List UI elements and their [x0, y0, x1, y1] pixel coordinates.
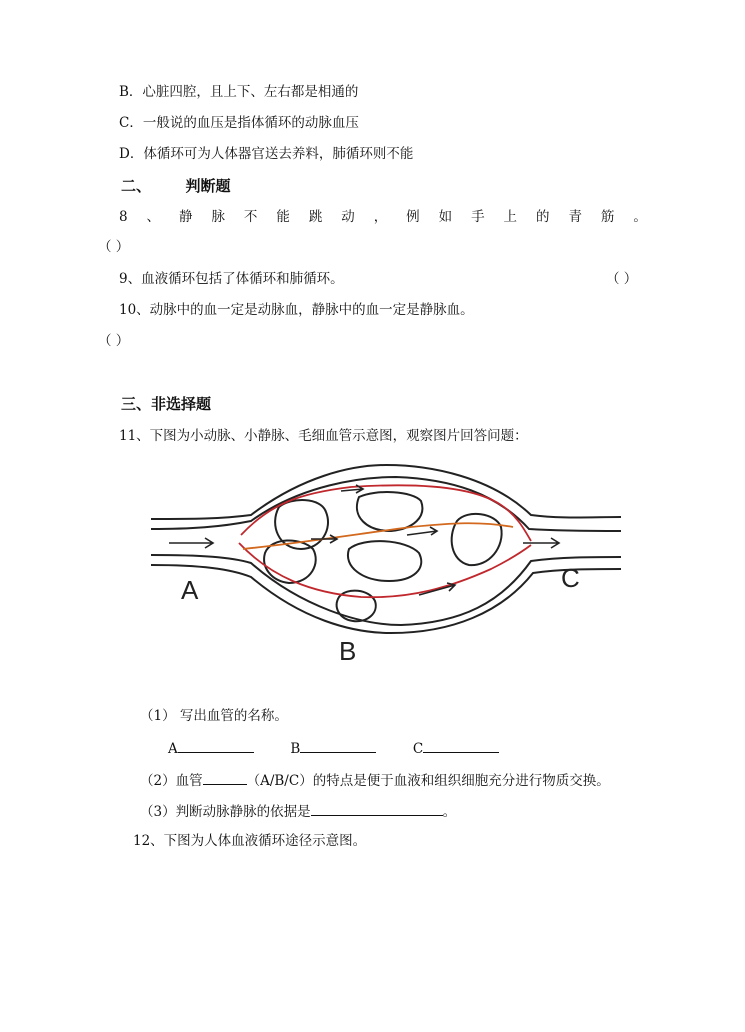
question-8-char: 筋 — [600, 209, 615, 225]
question-8-char: 能 — [276, 209, 290, 225]
question-9-answer-paren: （ ） — [606, 271, 638, 287]
sub-3-suffix: 。 — [442, 804, 457, 820]
sub-3-prefix: （3）判断动脉静脉的依据是 — [140, 804, 311, 820]
question-8-char: 不 — [243, 209, 258, 225]
question-11-text: 11、下图为小动脉、小静脉、毛细血管示意图，观察图片回答问题： — [119, 428, 528, 444]
blank-a-field[interactable] — [178, 738, 254, 753]
tissue-cell — [348, 541, 421, 581]
label-a: A — [181, 575, 199, 605]
question-8-char: 脉 — [211, 209, 225, 225]
tissue-cell — [452, 514, 502, 565]
question-8-char: ， — [373, 209, 388, 225]
question-8-char: 8 — [119, 209, 128, 225]
question-8 — [119, 208, 647, 226]
question-9-text: 9、血液循环包括了体循环和肺循环。 — [119, 271, 344, 287]
question-12-text: 12、下图为人体血液循环途径示意图。 — [133, 833, 367, 849]
question-8-char: 如 — [438, 209, 453, 225]
question-8-char: 静 — [179, 209, 193, 225]
question-8-char: 。 — [633, 209, 647, 225]
question-8-char: 手 — [471, 209, 485, 225]
choice-b: B．心脏四腔，且上下、左右都是相通的 — [119, 84, 359, 100]
question-10-text: 10、动脉中的血一定是动脉血，静脉中的血一定是静脉血。 — [119, 302, 474, 318]
sub-2-prefix: （2）血管 — [140, 773, 203, 789]
question-8-char: 青 — [568, 209, 582, 225]
orange-flow-path-middle — [243, 523, 513, 549]
question-8-answer-paren: （ ） — [98, 239, 130, 255]
section-2-number: 二、 — [121, 177, 152, 195]
label-b: B — [339, 636, 357, 666]
question-8-char: 例 — [406, 209, 420, 225]
blank-c-field[interactable] — [423, 738, 499, 753]
choice-d: D．体循环可为人体器官送去养料，肺循环则不能 — [119, 146, 414, 162]
blank-b-label: B — [290, 741, 301, 757]
capillary-network-svg — [151, 457, 621, 669]
question-11-blank-row — [168, 738, 499, 758]
arrow-icon — [407, 527, 437, 535]
question-8-char: 动 — [341, 209, 355, 225]
section-2-heading — [121, 176, 231, 196]
blank-a-label: A — [168, 741, 178, 757]
section-2-title: 判断题 — [185, 177, 231, 195]
question-11-sub-1: （1） 写出血管的名称。 — [140, 708, 288, 724]
choice-c: C．一般说的血压是指体循环的动脉血压 — [119, 115, 359, 131]
section-3-heading: 三、非选择题 — [121, 395, 212, 413]
sub-2-suffix: （A/B/C）的特点是便于血液和组织细胞充分进行物质交换。 — [246, 773, 610, 789]
label-c: C — [561, 563, 580, 593]
red-flow-path-bottom — [239, 543, 531, 597]
blank-b-field[interactable] — [300, 738, 376, 753]
question-11-sub-3 — [140, 801, 456, 821]
blank-c-label: C — [412, 741, 424, 757]
vessel-wall-bottom-inner — [151, 555, 621, 625]
question-8-char: 、 — [146, 209, 161, 225]
tissue-cell — [357, 492, 422, 531]
vessel-wall-bottom-outer — [151, 565, 621, 633]
question-8-char: 上 — [503, 209, 518, 225]
blood-vessel-diagram — [151, 457, 621, 669]
question-10-answer-paren: （ ） — [98, 333, 130, 349]
arrow-icon — [169, 538, 213, 548]
question-8-char: 的 — [535, 209, 550, 225]
sub-3-blank-field[interactable] — [311, 801, 443, 816]
question-8-char: 跳 — [308, 209, 323, 225]
sub-2-blank-field[interactable] — [203, 770, 247, 785]
question-11-sub-2 — [140, 770, 610, 790]
